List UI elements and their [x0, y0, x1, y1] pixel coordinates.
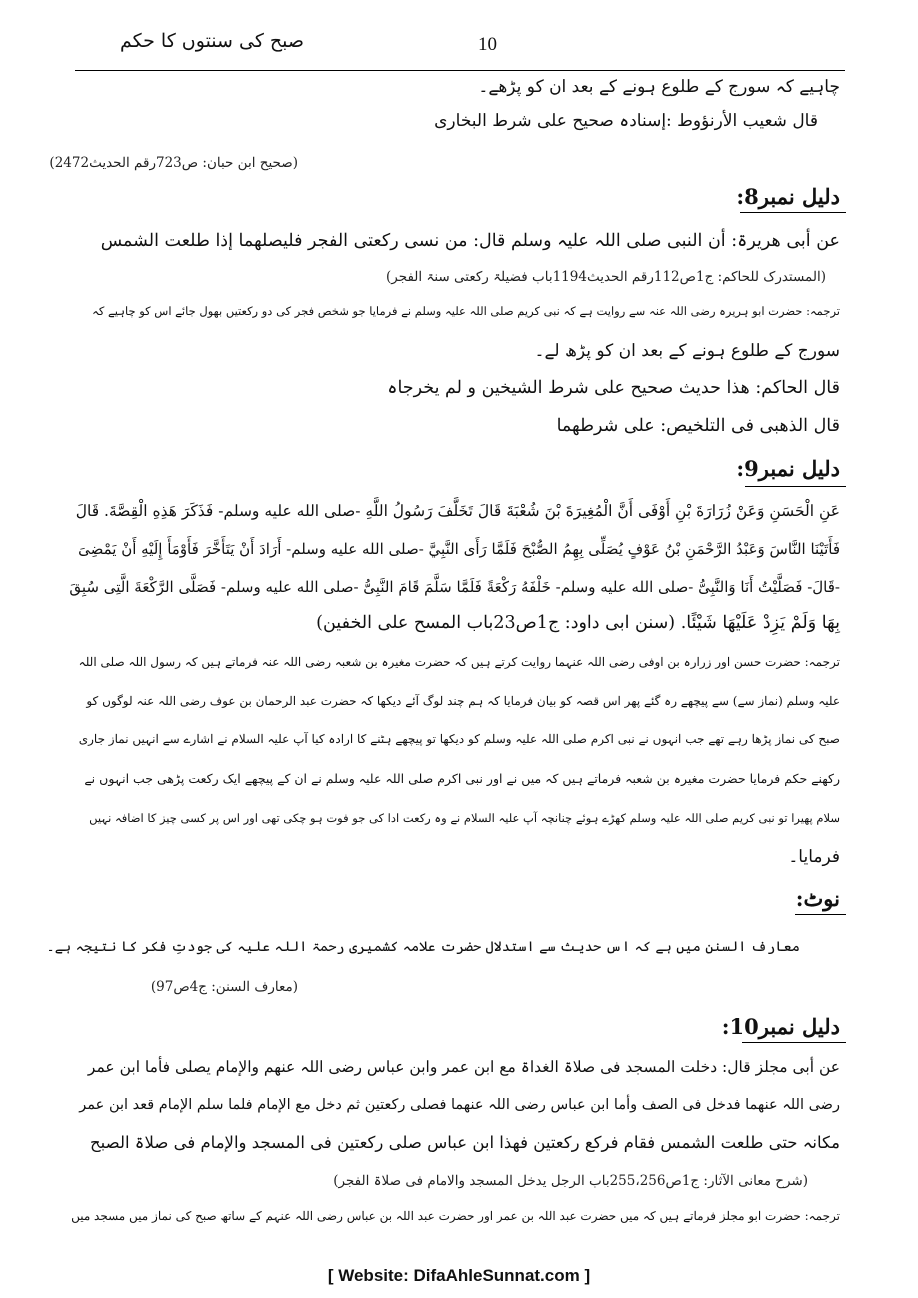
translation-line: سلام پھیرا تو نبی کریم صلی اللہ علیہ وسلم کھڑے ہوئے چنانچہ آپ علیہ السلام نے وہ رکعت ادا کی جو فوت ہو چکی تھی اور اس پر کسی چیز کا اضافہ نہیں	[89, 811, 840, 825]
translation-line: ترجمہ: حضرت حسن اور زرارہ بن اوفی رضی اللہ عنہما روایت کرتے ہیں کہ حضرت مغیرہ بن شعبہ رضی اللہ عنہ فرماتے ہیں کہ رسول اللہ صلی اللہ	[78, 655, 840, 669]
reference-line: (صحیح ابن حبان: ص723رقم الحدیث2472)	[49, 155, 298, 171]
hadith-arabic-line: رضی اللہ عنھما فدخل فی الصف وأما ابن عباس رضی اللہ عنھما فصلی رکعتین ثم دخل مع الإمام فلما سلم الإمام قعد ابن عمر	[79, 1097, 840, 1113]
section-heading-8: دلیل نمبر8:	[736, 184, 840, 209]
website-footer: [ Website: DifaAhleSunnat.com ]	[327, 1266, 591, 1285]
header-rule	[75, 70, 845, 71]
section-heading-10: دلیل نمبر10:	[721, 1014, 840, 1039]
note-heading: نوٹ:	[795, 886, 840, 911]
heading-underline	[745, 486, 846, 487]
grading-line: قال الذھبی فی التلخیص: علی شرطھما	[556, 416, 840, 436]
translation-line: رکھنے حکم فرمایا حضرت مغیرہ بن شعبہ فرماتے ہیں کہ میں نے اور نبی اکرم صلی اللہ علیہ وسلم نے ان کے پیچھے ایک رکعت پڑھی جب انہوں نے	[84, 771, 840, 786]
grading-line: قال شعیب الأرنؤوط :إسنادہ صحیح علی شرط البخاری	[434, 111, 818, 131]
heading-underline	[740, 212, 846, 213]
note-line: معارف السنن میں ہے کہ اس حدیث سے استدلال حضرت علامہ کشمیری رحمۃ اللہ علیہ کی جودتِ فکر کا نتیجہ ہے۔	[46, 939, 800, 955]
translation-line: صبح کی نماز پڑھا رہے تھے جب انہوں نے نبی اکرم صلی اللہ علیہ وسلم کو دیکھا تو پیچھے ہٹنے کا ارادہ کیا آپ علیہ السلام نے اشارے سے انہیں نماز جاری	[78, 732, 840, 746]
hadith-arabic-line: بِهَا وَلَمْ يَزِدْ عَلَيْهَا شَيْئًا. (سنن ابی داود: ج1ص23باب المسح علی الخفین)	[316, 613, 840, 633]
hadith-arabic-line: مکانہ حتی طلعت الشمس فقام فرکع رکعتین فھذا ابن عباس صلی رکعتین فی المسجد والإمام فی صلاۃ الصبح	[90, 1133, 840, 1152]
text-line: چاہیے کہ سورج کے طلوع ہونے کے بعد ان کو پڑھے۔	[478, 77, 840, 97]
grading-line: قال الحاکم: ھذا حدیث صحیح علی شرط الشیخین و لم یخرجاہ	[387, 378, 840, 398]
hadith-arabic-line: عَنِ الْحَسَنِ وَعَنْ زُرَارَةَ بْنِ أَوْفَى أَنَّ الْمُغِيرَةَ بْنَ شُعْبَةَ قَالَ تَخَلَّفَ رَسُولُ اللَّهِ -صلى الله عليه وسلم- فَذَكَرَ هَذِهِ الْقِصَّةَ. قَالَ	[75, 502, 840, 520]
hadith-arabic-line: عن أبی مجلز قال: دخلت المسجد فی صلاۃ الغداۃ مع ابن عمر وابن عباس رضی اللہ عنھم والإمام یصلی فأما ابن عمر	[87, 1058, 840, 1076]
heading-underline	[795, 914, 846, 915]
running-title: صبح کی سنتوں کا حکم	[120, 30, 305, 52]
hadith-arabic-line: عن أبی ھریرۃ: أن النبی صلی اللہ علیہ وسلم قال: من نسی رکعتی الفجر فلیصلھما إذا طلعت الشمس	[100, 231, 840, 251]
hadith-arabic-line: -قَالَ- فَصَلَّيْتُ أَنَا وَالنَّبِىُّ -صلى الله عليه وسلم- خَلْفَهُ رَكْعَةً فَلَمَّا سَلَّمَ قَامَ النَّبِىُّ -صلى الله عليه وسلم- فَصَلَّى الرَّكْعَةَ الَّتِى سُبِقَ	[69, 578, 840, 596]
heading-underline	[742, 1042, 846, 1043]
reference-line: (معارف السنن: ج4ص97)	[150, 979, 298, 995]
translation-line: سورج کے طلوع ہونے کے بعد ان کو پڑھ لے۔	[534, 341, 840, 361]
section-heading-9: دلیل نمبر9:	[736, 456, 840, 481]
translation-line: فرمایا۔	[788, 847, 840, 867]
hadith-arabic-line: فَأَتَيْنَا النَّاسَ وَعَبْدُ الرَّحْمَنِ بْنُ عَوْفٍ يُصَلِّى بِهِمُ الصُّبْحَ فَلَمَّا رَأَى النَّبِيَّ -صلى الله عليه وسلم- أَرَادَ أَنْ يَتَأَخَّرَ فَأَوْمَأَ إِلَيْهِ أَنْ يَمْضِىَ	[78, 540, 840, 558]
reference-line: (المستدرک للحاکم: ج1ص112رقم الحدیث1194باب فضیلۃ رکعتی سنۃ الفجر)	[386, 269, 826, 285]
translation-line: ترجمہ: حضرت ابو مجلز فرماتے ہیں کہ میں حضرت عبد اللہ بن عمر اور حضرت عبد اللہ بن عباس رضی اللہ عنہم کے ساتھ صبح کی نماز میں مسجد میں	[71, 1209, 840, 1223]
reference-line: (شرح معانی الآثار: ج1ص255،256باب الرجل یدخل المسجد والامام فی صلاۃ الفجر)	[333, 1173, 808, 1189]
page-number: 10	[478, 34, 497, 55]
translation-line: علیہ وسلم (نماز سے) سے پیچھے رہ گئے پھر اس قصہ کو بیان فرمایا کہ ہم چند لوگ آئے دیکھا کہ حضرت عبد الرحمان بن عوف رضی اللہ عنہ لوگوں کو	[86, 694, 840, 708]
translation-line: ترجمہ: حضرت ابو ہریرہ رضی اللہ عنہ سے روایت ہے کہ نبی کریم صلی اللہ علیہ وسلم نے فرمایا جو شخص فجر کی دو رکعتیں بھول جائے اس کو چاہیے کہ	[92, 304, 840, 318]
